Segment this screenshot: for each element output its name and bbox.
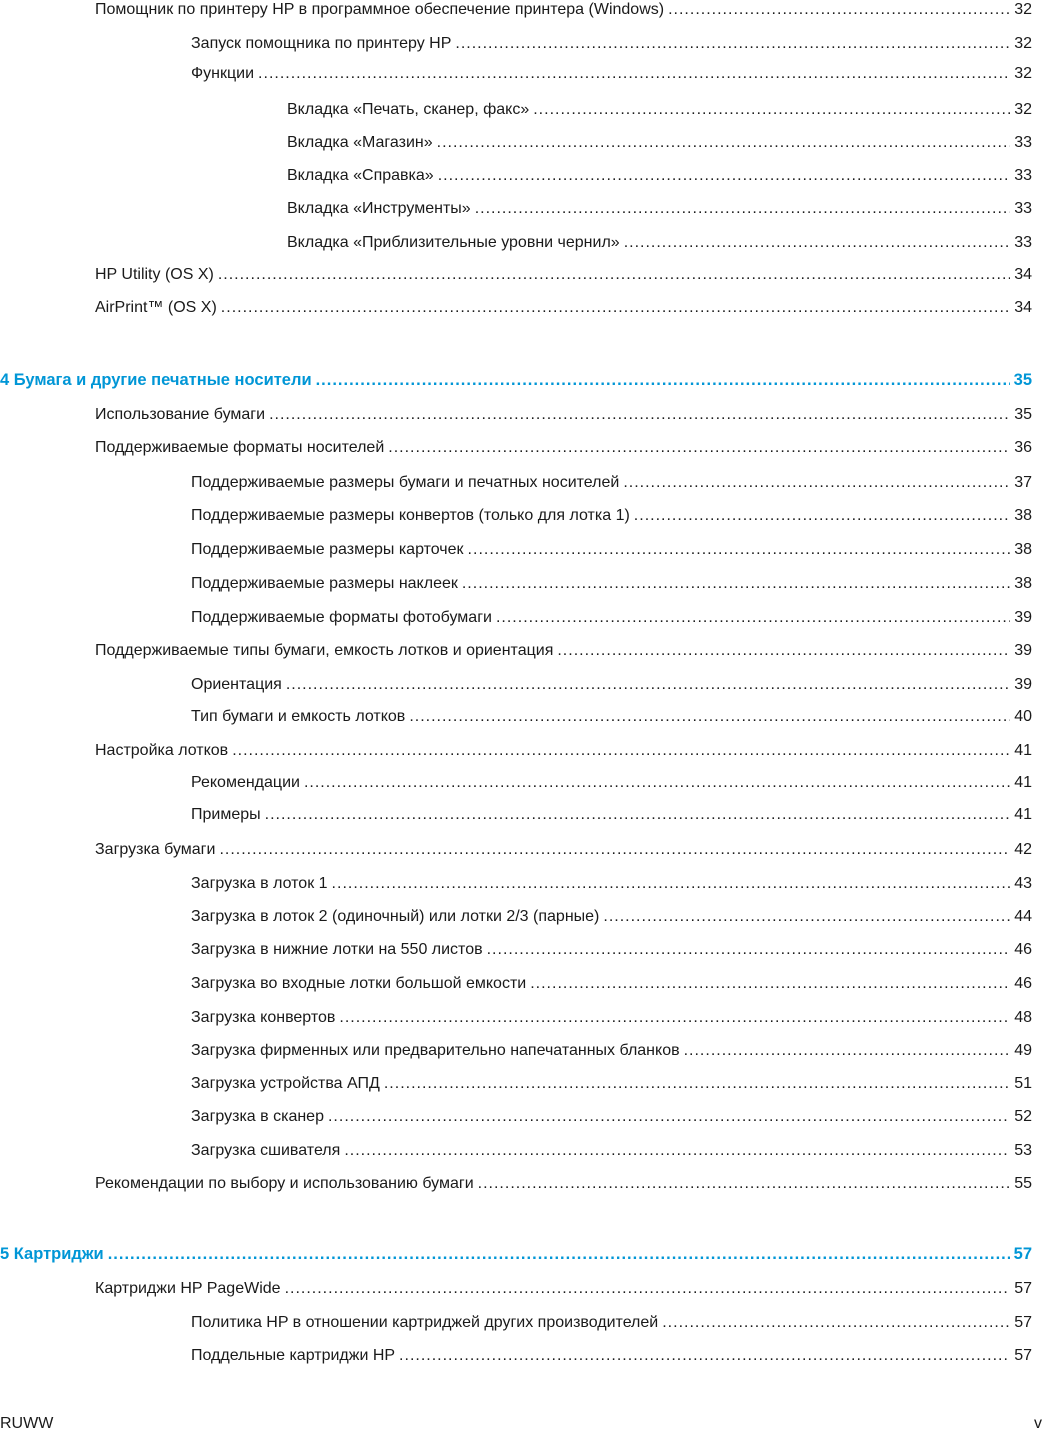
toc-entry[interactable] <box>191 540 1032 560</box>
toc-entry-page: 32 <box>1014 1 1032 18</box>
toc-entry-title: Загрузка бумаги <box>95 841 216 858</box>
toc-entry[interactable] <box>191 1074 1032 1094</box>
toc-entry-title: Загрузка в нижние лотки на 550 листов <box>191 941 483 958</box>
toc-entry[interactable] <box>287 166 1032 186</box>
dot-leader <box>462 574 1010 594</box>
dot-leader <box>332 874 1010 894</box>
toc-entry-page: 32 <box>1014 35 1032 52</box>
toc-entry-title: 4 Бумага и другие печатные носители <box>0 371 312 389</box>
dot-leader <box>496 608 1010 628</box>
toc-entry-title: Поддерживаемые размеры бумаги и печатных носителей <box>191 474 620 491</box>
toc-entry-page: 41 <box>1014 742 1032 759</box>
toc-entry-page: 42 <box>1014 841 1032 858</box>
toc-entry-page: 34 <box>1014 299 1032 316</box>
toc-entry-page: 40 <box>1014 708 1032 725</box>
toc-entry[interactable] <box>287 133 1032 153</box>
dot-leader <box>530 974 1010 994</box>
toc-entry[interactable] <box>287 100 1032 120</box>
toc-entry[interactable] <box>191 1141 1032 1161</box>
toc-entry-title: HP Utility (OS X) <box>95 266 214 283</box>
toc-entry-page: 33 <box>1014 200 1032 217</box>
toc-entry-page: 35 <box>1014 406 1032 423</box>
toc-entry-title: Поддерживаемые размеры конвертов (только для лотка 1) <box>191 507 630 524</box>
dot-leader <box>388 438 1010 458</box>
toc-entry-title: Вкладка «Справка» <box>287 167 434 184</box>
toc-entry-title: Поддерживаемые типы бумаги, емкость лотков и ориентация <box>95 642 554 659</box>
dot-leader <box>438 166 1010 186</box>
dot-leader <box>475 199 1010 219</box>
toc-entry-title: Рекомендации по выбору и использованию бумаги <box>95 1175 474 1192</box>
toc-entry-title: Вкладка «Приблизительные уровни чернил» <box>287 234 620 251</box>
toc-entry-title: Вкладка «Инструменты» <box>287 200 471 217</box>
toc-entry-title: Загрузка в лоток 2 (одиночный) или лотки 2/3 (парные) <box>191 908 600 925</box>
toc-entry-title: Картриджи HP PageWide <box>95 1280 281 1297</box>
toc-entry-title: Рекомендации <box>191 774 300 791</box>
toc-entry-page: 57 <box>1013 1245 1032 1263</box>
dot-leader <box>285 1279 1010 1299</box>
dot-leader <box>634 506 1010 526</box>
toc-entry[interactable] <box>191 34 1032 54</box>
toc-entry[interactable] <box>95 641 1032 661</box>
toc-entry-page: 57 <box>1014 1280 1032 1297</box>
toc-entry-title: Загрузка сшивателя <box>191 1142 341 1159</box>
toc-entry[interactable] <box>191 773 1032 793</box>
toc-entry-page: 55 <box>1014 1175 1032 1192</box>
toc-entry-title: Тип бумаги и емкость лотков <box>191 708 406 725</box>
toc-entry[interactable] <box>191 608 1032 628</box>
toc-entry[interactable] <box>95 840 1032 860</box>
dot-leader <box>557 641 1010 661</box>
toc-entry-page: 33 <box>1014 167 1032 184</box>
dot-leader <box>662 1313 1010 1333</box>
toc-entry-page: 53 <box>1014 1142 1032 1159</box>
toc-entry-page: 41 <box>1014 806 1032 823</box>
dot-leader <box>468 540 1010 560</box>
page-number: v <box>1034 1415 1042 1432</box>
toc-entry[interactable] <box>95 0 1032 20</box>
toc-entry-title: Функции <box>191 65 255 82</box>
toc-entry-page: 36 <box>1014 439 1032 456</box>
toc-entry[interactable] <box>191 907 1032 927</box>
toc-entry[interactable] <box>191 1041 1032 1061</box>
toc-entry-page: 57 <box>1014 1347 1032 1364</box>
dot-leader <box>437 133 1010 153</box>
toc-entry-page: 39 <box>1014 642 1032 659</box>
dot-leader <box>487 940 1010 960</box>
toc-entry-page: 38 <box>1014 541 1032 558</box>
dot-leader <box>409 707 1010 727</box>
toc-entry-page: 34 <box>1014 266 1032 283</box>
toc-entry-title: Загрузка конвертов <box>191 1009 336 1026</box>
dot-leader <box>221 298 1010 318</box>
toc-entry[interactable] <box>191 1008 1032 1028</box>
toc-entry-title: Помощник по принтеру HP в программное обеспечение принтера (Windows) <box>95 1 665 18</box>
toc-entry[interactable] <box>191 506 1032 526</box>
toc-entry-page: 37 <box>1014 474 1032 491</box>
toc-entry-page: 39 <box>1014 676 1032 693</box>
toc-entry-page: 44 <box>1014 908 1032 925</box>
toc-entry[interactable] <box>191 1313 1032 1333</box>
dot-leader <box>399 1346 1010 1366</box>
toc-entry-page: 38 <box>1014 575 1032 592</box>
dot-leader <box>533 100 1010 120</box>
toc-entry[interactable] <box>95 298 1032 318</box>
toc-entry-page: 49 <box>1014 1042 1032 1059</box>
dot-leader <box>218 265 1010 285</box>
toc-entry-page: 33 <box>1014 134 1032 151</box>
toc-entry-page: 39 <box>1014 609 1032 626</box>
dot-leader <box>624 233 1010 253</box>
toc-entry-title: Поддерживаемые размеры наклеек <box>191 575 458 592</box>
toc-entry-page: 32 <box>1014 101 1032 118</box>
dot-leader <box>232 741 1010 761</box>
toc-entry[interactable] <box>191 874 1032 894</box>
toc-entry[interactable] <box>287 233 1032 253</box>
toc-entry-page: 43 <box>1014 875 1032 892</box>
toc-entry-title: AirPrint™ (OS X) <box>95 299 217 316</box>
toc-entry[interactable] <box>191 974 1032 994</box>
dot-leader <box>286 675 1010 695</box>
toc-entry-title: Загрузка устройства АПД <box>191 1075 380 1092</box>
dot-leader <box>339 1008 1010 1028</box>
toc-chapter-entry[interactable] <box>0 1244 1032 1264</box>
toc-entry-title: Использование бумаги <box>95 406 266 423</box>
toc-entry[interactable] <box>191 675 1032 695</box>
toc-entry-page: 46 <box>1014 975 1032 992</box>
toc-entry-page: 57 <box>1014 1314 1032 1331</box>
toc-entry-title: Примеры <box>191 806 261 823</box>
toc-entry[interactable] <box>191 1107 1032 1127</box>
toc-entry[interactable] <box>95 1279 1032 1299</box>
toc-entry-page: 35 <box>1013 371 1032 389</box>
toc-entry-page: 38 <box>1014 507 1032 524</box>
dot-leader <box>108 1244 1010 1264</box>
toc-entry-page: 46 <box>1014 941 1032 958</box>
toc-entry-title: Настройка лотков <box>95 742 229 759</box>
dot-leader <box>304 773 1010 793</box>
dot-leader <box>344 1141 1010 1161</box>
toc-entry[interactable] <box>95 1174 1032 1194</box>
toc-entry[interactable] <box>191 1346 1032 1366</box>
dot-leader <box>258 64 1010 84</box>
dot-leader <box>219 840 1010 860</box>
toc-entry[interactable] <box>191 64 1032 84</box>
toc-entry-page: 51 <box>1014 1075 1032 1092</box>
toc-entry[interactable] <box>287 199 1032 219</box>
toc-entry-title: 5 Картриджи <box>0 1245 104 1263</box>
toc-entry-title: Загрузка во входные лотки большой емкости <box>191 975 527 992</box>
toc-entry-page: 48 <box>1014 1009 1032 1026</box>
toc-entry-title: Поддерживаемые форматы носителей <box>95 439 385 456</box>
toc-entry-title: Поддельные картриджи HP <box>191 1347 396 1364</box>
toc-entry[interactable] <box>191 707 1032 727</box>
toc-entry[interactable] <box>191 805 1032 825</box>
toc-entry-title: Загрузка в сканер <box>191 1108 324 1125</box>
toc-entry[interactable] <box>95 265 1032 285</box>
toc-entry-title: Запуск помощника по принтеру HP <box>191 35 452 52</box>
footer-label: RUWW <box>0 1415 54 1432</box>
toc-entry[interactable] <box>191 473 1032 493</box>
dot-leader <box>384 1074 1010 1094</box>
toc-entry-title: Поддерживаемые форматы фотобумаги <box>191 609 492 626</box>
toc-entry[interactable] <box>95 741 1032 761</box>
toc-entry[interactable] <box>191 574 1032 594</box>
dot-leader <box>316 370 1010 390</box>
toc-entry[interactable] <box>191 940 1032 960</box>
toc-entry-title: Ориентация <box>191 676 282 693</box>
dot-leader <box>265 805 1010 825</box>
toc-entry-title: Вкладка «Печать, сканер, факс» <box>287 101 530 118</box>
toc-entry[interactable] <box>95 438 1032 458</box>
dot-leader <box>328 1107 1010 1127</box>
toc-entry-title: Вкладка «Магазин» <box>287 134 433 151</box>
toc-entry[interactable] <box>95 405 1032 425</box>
dot-leader <box>603 907 1010 927</box>
toc-entry-page: 32 <box>1014 65 1032 82</box>
dot-leader <box>668 0 1010 20</box>
toc-entry-title: Поддерживаемые размеры карточек <box>191 541 464 558</box>
toc-entry-title: Загрузка в лоток 1 <box>191 875 328 892</box>
dot-leader <box>269 405 1010 425</box>
dot-leader <box>684 1041 1010 1061</box>
toc-entry-page: 33 <box>1014 234 1032 251</box>
dot-leader <box>478 1174 1010 1194</box>
toc-entry-title: Загрузка фирменных или предварительно напечатанных бланков <box>191 1042 680 1059</box>
dot-leader <box>623 473 1010 493</box>
toc-entry-title: Политика HP в отношении картриджей других производителей <box>191 1314 659 1331</box>
toc-entry-page: 52 <box>1014 1108 1032 1125</box>
toc-entry-page: 41 <box>1014 774 1032 791</box>
dot-leader <box>455 34 1010 54</box>
toc-chapter-entry[interactable] <box>0 370 1032 390</box>
